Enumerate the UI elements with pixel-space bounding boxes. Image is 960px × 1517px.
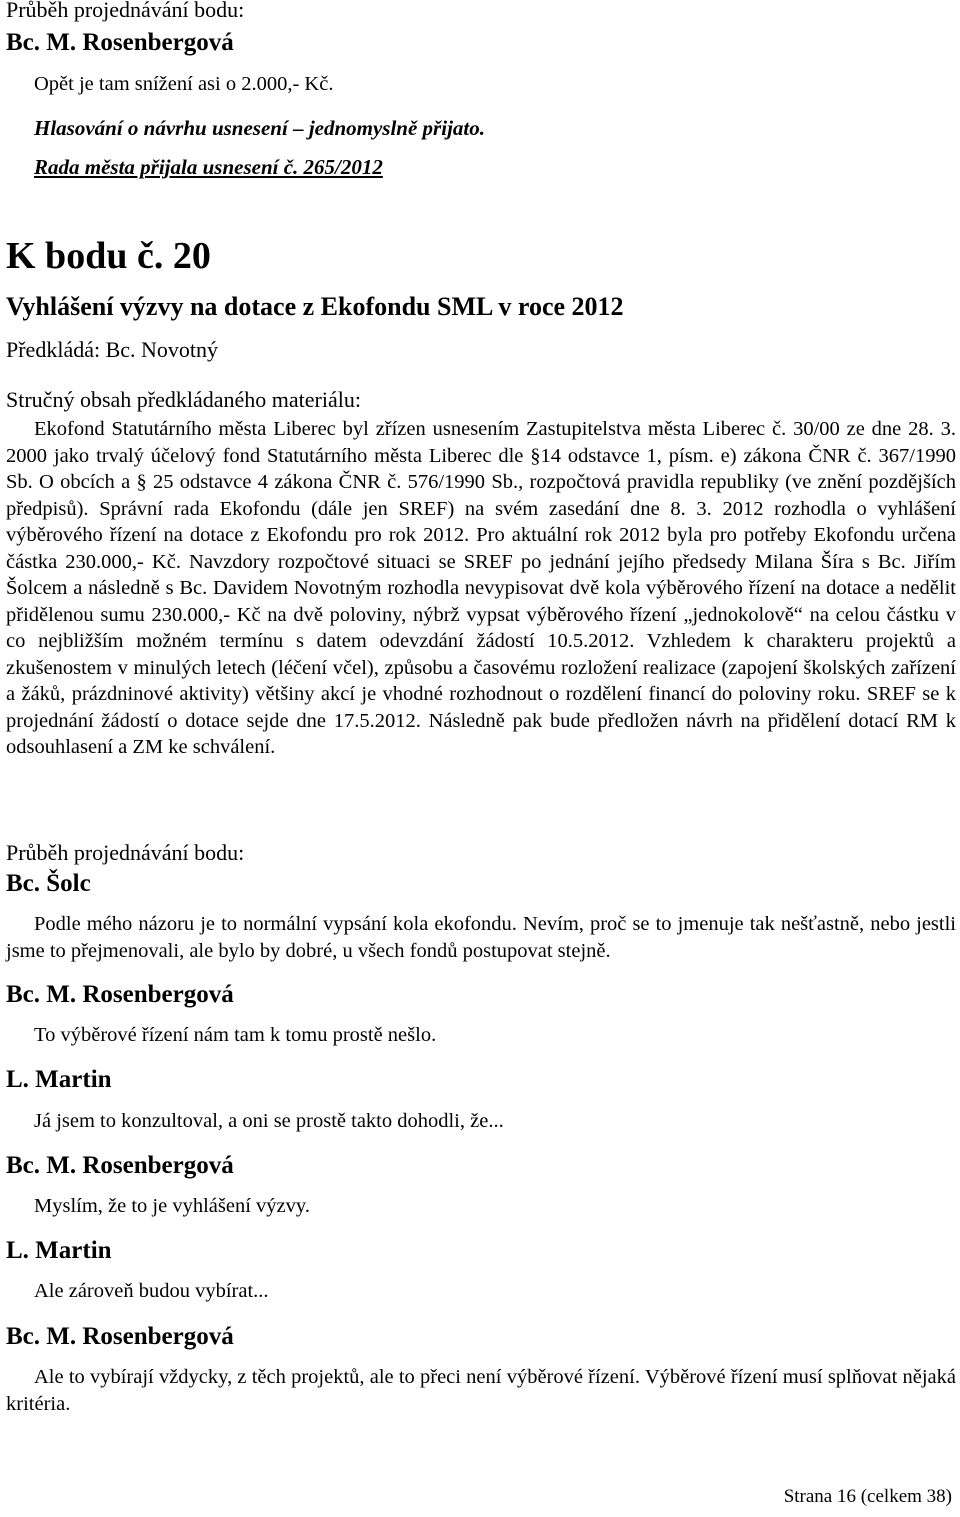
speech-text: Já jsem to konzultoval, a oni se prostě takto dohodli, že... <box>34 1110 504 1132</box>
speech-paragraph <box>6 1364 956 1417</box>
speaker-name: Bc. M. Rosenbergová <box>6 1152 234 1179</box>
item-title: Vyhlášení výzvy na dotace z Ekofondu SML v roce 2012 <box>6 292 624 321</box>
speech-paragraph <box>6 911 956 964</box>
summary-text: Ekofond Statutárního města Liberec byl zřízen usnesením Zastupitelstva města Liberec č. 30/00 ze dne 28. 3. 2000 jako trvalý účelový fond Statutárního města Liberec dle §14 odstavce 1, písm. e) zákona ČNR č. 367/1990 Sb. O obcích a § 25 odstavce 4 zákona ČNR č. 576/1990 Sb., rozpočtová pravidla republiky (ve znění pozdějších předpisů). Správní rada Ekofondu (dále jen SREF) na svém zasedání dne 8. 3. 2012 rozhodla o vyhlášení výběrového řízení na dotace z Ekofondu pro rok 2012. Pro aktuální rok 2012 byla pro potřeby Ekofondu určena částka 230.000,- Kč. Navzdory rozpočtové situaci se SREF po jednání jejího předsedy Milana Šíra s Bc. Jiřím Šolcem a následně s Bc. Davidem Novotným rozhodla nevypisovat dvě kola výběrového řízení na dotace a nedělit přidělenou sumu 230.000,- Kč na dvě poloviny, nýbrž vypsat výběrového řízení „jednokolově“ na celou částku v co nejbližším možném termínu s datem odevzdání žádostí 10.5.2012. Vzhledem k charakteru projektů a zkušenostem v minulých letech (léčení včel), způsobu a časovému rozložení realizace (zapojení školských zařízení a žáků, prázdninové aktivity) většiny akcí je vhodné rozhodnout o rozdělení financí do poloviny roku. SREF se k projednání žádostí o dotace sejde dne 17.5.2012. Následně pak bude předložen návrh na přidělení dotací RM k odsouhlasení a ZM ke schválení. <box>6 418 956 758</box>
speech-text: Opět je tam snížení asi o 2.000,- Kč. <box>34 73 334 95</box>
speech-text: To výběrové řízení nám tam k tomu prostě nešlo. <box>34 1024 437 1046</box>
speaker-name: Bc. Šolc <box>6 870 91 897</box>
vote-result: Hlasování o návrhu usnesení – jednomyslně přijato. <box>34 116 485 140</box>
item-presenter: Předkládá: Bc. Novotný <box>6 337 219 362</box>
summary-paragraph <box>6 416 956 761</box>
page-number: Strana 16 (celkem 38) <box>783 1486 952 1507</box>
speech-text: Ale zároveň budou vybírat... <box>34 1280 269 1302</box>
speech-text: Ale to vybírají vždycky, z těch projektů, ale to přeci není výběrové řízení. Výběrové řízení musí splňovat nějaká kritéria. <box>6 1366 956 1415</box>
summary-label: Stručný obsah předkládaného materiálu: <box>6 387 361 412</box>
speaker-name: Bc. M. Rosenbergová <box>6 29 234 56</box>
progress-label: Průběh projednávání bodu: <box>6 0 245 22</box>
speaker-name: Bc. M. Rosenbergová <box>6 1323 234 1350</box>
item-heading: K bodu č. 20 <box>6 235 211 277</box>
discussion-label: Průběh projednávání bodu: <box>6 840 245 865</box>
speaker-name: L. Martin <box>6 1237 112 1264</box>
speech-text: Myslím, že to je vyhlášení výzvy. <box>34 1195 310 1217</box>
speech-text: Podle mého názoru je to normální vypsání kola ekofondu. Nevím, proč se to jmenuje tak nešťastně, nebo jestli jsme to přejmenovali, ale bylo by dobré, u všech fondů postupovat stejně. <box>6 913 956 962</box>
speaker-name: L. Martin <box>6 1066 112 1093</box>
resolution-number: Rada města přijala usnesení č. 265/2012 <box>34 155 383 179</box>
speaker-name: Bc. M. Rosenbergová <box>6 981 234 1008</box>
